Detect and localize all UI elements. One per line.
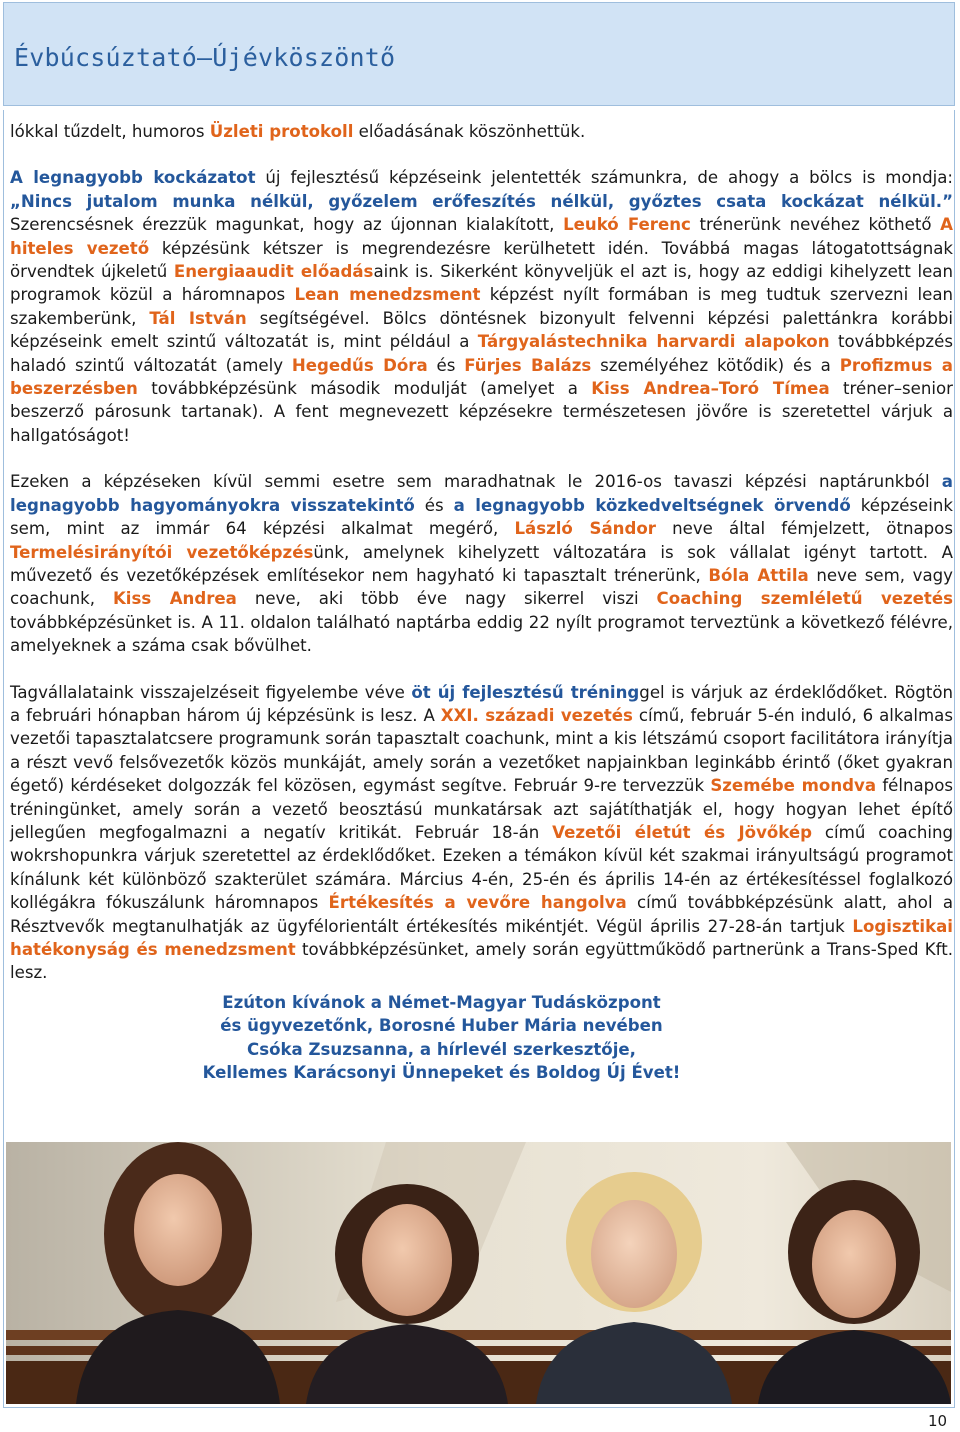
text-run: személyéhez kötődik) és a <box>591 355 840 375</box>
highlight-orange: XXI. századi vezetés <box>440 705 633 725</box>
text-run: továbbképzés haladó szintű változatát (amely <box>10 332 953 375</box>
paragraph-2 <box>10 166 953 447</box>
text-run: neve sem, vagy coachunk, <box>10 565 953 609</box>
highlight-orange: Vezetői életút és Jövőkép <box>552 822 813 842</box>
paragraph-3 <box>10 470 953 657</box>
page-number: 10 <box>928 1412 948 1430</box>
closing-greeting <box>10 991 953 1085</box>
closing-line-3: Csóka Zsuzsanna, a hírlevél szerkesztője, <box>247 1039 636 1059</box>
text-run: továbbképzésünk második modulját (amelyet a <box>137 379 592 399</box>
text-run: új fejlesztésű képzéseink jelentették számunkra, de ahogy a bölcs is mondja: <box>255 168 953 188</box>
text-run: félnapos tréningünket, amely során a vezető beosztású munkatársak azt sajátíthatják el, hogy hogyan lehet építő jellegűen megfogalmazni a negatív kritikát. Február 18-án <box>10 776 953 842</box>
text-run: Szerencsésnek érezzük magunkat, hogy az újonnan kialakított, <box>10 215 564 235</box>
highlight-orange: Profizmus a beszerzésben <box>10 355 953 399</box>
highlight-blue: „Nincs jutalom munka nélkül, győzelem erőfeszítés nélkül, győztes csata kockázat nélkül.” <box>10 191 953 211</box>
closing-line-4: Kellemes Karácsonyi Ünnepeket és Boldog Új Évet! <box>202 1063 681 1083</box>
highlight-orange: Bóla Attila <box>708 565 809 585</box>
closing-line-2: és ügyvezetőnk, Borosné Huber Mária nevében <box>220 1016 663 1036</box>
closing-line-1: Ezúton kívánok a Német-Magyar Tudásközpont <box>222 992 661 1012</box>
text-run: neve által fémjelzett, ötnapos <box>655 519 953 539</box>
text-run: képzésünk kétszer is megrendezésre kerülhetett idén. Továbbá magas látogatottságnak örvendtek újkeletű <box>10 238 953 282</box>
highlight-orange: Tárgyalástechnika harvardi alapokon <box>477 332 830 352</box>
highlight-orange: Lean menedzsment <box>294 285 481 305</box>
text-run: képzéseink sem, mint az immár 64 képzési alkalmat megérő, <box>10 495 954 539</box>
highlight-blue: A legnagyobb kockázatot <box>10 168 256 188</box>
text-run: és <box>414 495 454 515</box>
text-run: című coaching wokrshopunkra várjuk szeretettel az érdeklődőket. Ezeken a témákon kívül két szakmai irányultságú programot kínálunk két különböző szakterület számára. Március 4-én, 25-én és április 14-én az értékesítéssel foglalkozó kollégákra fókuszálunk háromnapos <box>10 822 953 913</box>
text-run: aink is. Sikerként könyveljük el azt is, hogy az eddigi kihelyzett lean programok közül a háromnapos <box>10 262 953 305</box>
team-photo-image <box>6 1142 951 1404</box>
text-run: Ezeken a képzéseken kívül semmi esetre sem maradhatnak le 2016-os tavaszi képzési naptárunkból <box>10 472 942 492</box>
highlight-blue: a legnagyobb hagyományokra visszatekintő <box>10 472 953 515</box>
highlight-orange: Kiss Andrea <box>112 589 237 609</box>
highlight-blue: öt új fejlesztésű tréning <box>411 682 640 702</box>
highlight-orange: Leukó Ferenc <box>563 215 691 235</box>
content-frame <box>3 110 955 1408</box>
text-run: című, február 5-én induló, 6 alkalmas vezetői tapasztalatcsere programunk során tapasztalt coachunk, mint a kis létszámú csoport facilitátora irányítja a részt vevő felsővezetők közös munkáját, amely során a vezetőket napjainkban leginkább érintő (őket gyakran égető) kérdéseket dolgozzák fel közösen, egymást segítve. Február 9-re tervezzük <box>10 705 953 796</box>
highlight-orange: Fürjes Balázs <box>464 355 592 375</box>
paragraph-1 <box>10 120 953 143</box>
page-header <box>3 2 955 106</box>
text-run: lókkal tűzdelt, humoros <box>10 122 210 141</box>
text-run: segítségével. Bölcs döntésnek bizonyult felvenni képzési palettánkra korábbi képzéseink emelt szintű változatát is, mint például a <box>10 308 953 352</box>
highlight-orange: László Sándor <box>514 519 656 539</box>
highlight-orange: Energiaaudit előadás <box>173 262 374 282</box>
team-photo <box>6 1142 951 1404</box>
text-run: ünk, amelynek kihelyzett változatára is sok vállalat igényt tartott. A művezető és vezetőképzések említésekor nem hagyható ki tapasztalt trénerünk, <box>10 542 953 585</box>
highlight-orange: Termelésirányítói vezetőképzés <box>10 542 314 562</box>
highlight-orange: Értékesítés a vevőre hangolva <box>328 893 627 913</box>
highlight-orange: Üzleti protokoll <box>209 122 354 141</box>
text-run: képzést nyílt formában is meg tudtuk szervezni lean szakemberünk, <box>10 285 953 328</box>
text-run: és <box>427 355 465 375</box>
article-body <box>10 110 953 1084</box>
paragraph-4 <box>10 681 953 985</box>
text-run: neve, aki több éve nagy sikerrel viszi <box>236 589 657 609</box>
header-title: Évbúcsúztató—Újévköszöntő <box>14 43 396 72</box>
text-run: előadásának köszönhettük. <box>353 122 586 141</box>
text-run: gel is várjuk az érdeklődőket. Rögtön a februári hónapban három új képzésünk is lesz. A <box>10 682 954 725</box>
text-run: továbbképzésünket, amely során együttműködő partnerünk a Trans-Sped Kft. lesz. <box>10 940 953 983</box>
highlight-orange: A hiteles vezető <box>10 215 954 258</box>
highlight-orange: Kiss Andrea–Toró Tímea <box>591 379 830 399</box>
text-run: továbbképzésünket is. A 11. oldalon található naptárba eddig 22 nyílt programot terveztünk a következő félévre, amelyeknek a száma csak bővülhet. <box>10 612 953 656</box>
highlight-blue: a legnagyobb közkedveltségnek örvendő <box>453 495 851 515</box>
highlight-orange: Tál István <box>149 308 247 328</box>
highlight-orange: Logisztikai hatékonyság és menedzsment <box>10 916 953 959</box>
text-run: Tagvállalataink visszajelzéseit figyelembe véve <box>10 682 412 702</box>
text-run: tréner–senior beszerző párosunk tartanak). A fent megnevezett képzésekre természetesen jövőre is szeretettel várjuk a hallgatóságot! <box>10 379 953 445</box>
highlight-orange: Szemébe mondva <box>710 776 877 796</box>
highlight-orange: Coaching szemléletű vezetés <box>656 589 954 609</box>
highlight-orange: Hegedűs Dóra <box>291 355 428 375</box>
text-run: című továbbképzésünk alatt, ahol a Résztvevők megtanulhatják az ügyfélorientált értékesítés mikéntjét. Végül április 27-28-án tartjuk <box>10 893 953 936</box>
text-run: trénerünk nevéhez köthető <box>690 215 941 235</box>
